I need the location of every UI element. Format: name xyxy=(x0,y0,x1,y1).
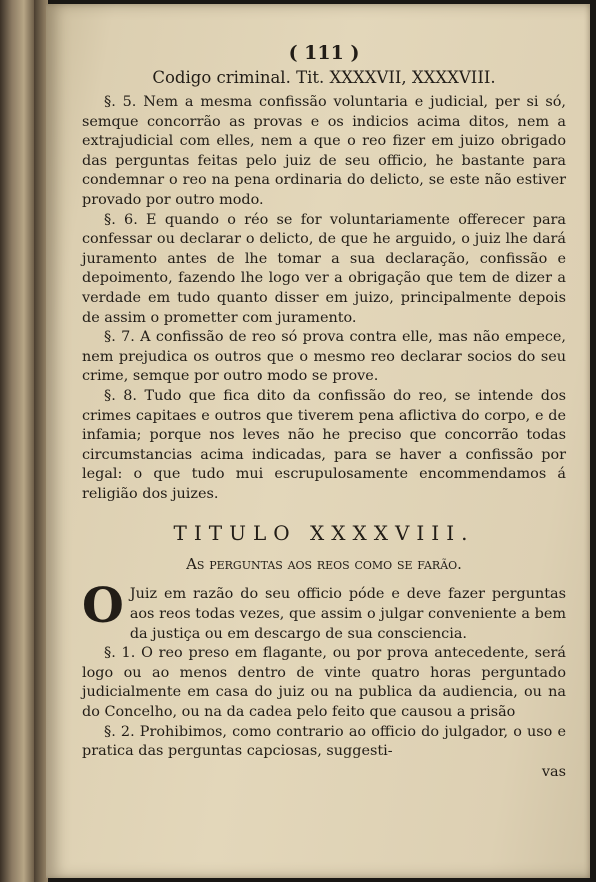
chapter-subtitle: As perguntas aos reos como se farão. xyxy=(186,555,462,574)
drop-cap: O xyxy=(82,578,124,635)
running-head: Codigo criminal. Tit. XXXXVII, XXXXVIII. xyxy=(152,68,496,87)
book-page xyxy=(46,4,590,878)
section-paragraph-6: §. 6. E quando o réo se for voluntariamente offerecer para confessar ou declarar o delicto, de que he arguido, o juiz lhe dará juramento antes de lhe tomar a sua declaração, confissão e depoimento, fazendo lhe logo ver a obrigação que tem de dizer a verdade em tudo quanto disser em juizo, principalmente depois de assim o prometter com juramento. xyxy=(82,211,566,326)
previous-page-edge xyxy=(0,0,34,882)
section-paragraph-8: §. 8. Tudo que fica dito da confissão do reo, se intende dos crimes capitaes e outros que tiverem pena aflictiva do corpo, e de infamia; porque nos leves não he preciso que concorrão todas circumstancias acima indicadas, para se haver a confissão por legal: o que tudo mui escrupulosamente encommendamos á religião dos juizes. xyxy=(82,387,566,502)
page-text-block xyxy=(82,42,566,782)
chapter-title: TITULO XXXXVIII. xyxy=(173,521,475,546)
section-paragraph-1: §. 1. O reo preso em flagante, ou por prova antecedente, será logo ou ao menos dentro de vinte quatro horas perguntado judicialmente em casa do juiz ou na publica da audiencia, ou na do Concelho, ou na da cadea pelo feito que causou a prisão xyxy=(82,645,566,721)
page-number: ( 111 ) xyxy=(288,42,360,64)
section-paragraph-5: §. 5. Nem a mesma confissão voluntaria e judicial, per si só, semque concorrão as provas e os indicios acima ditos, nem a extrajudicial com elles, nem a que o reo fizer em juizo obrigado das perguntas feitas pelo juiz de seu officio, he bastante para condemnar o reo na pena ordinaria do delicto, se este não estiver provado por outro modo. xyxy=(82,94,566,208)
section-paragraph-7: §. 7. A confissão de reo só prova contra elle, mas não empece, nem prejudica os outros que o mesmo reo declarar socios do seu crime, semque por outro modo se prove. xyxy=(82,329,566,385)
section-paragraph-2: §. 2. Prohibimos, como contrario ao officio do julgador, o uso e pratica das perguntas capciosas, suggesti- xyxy=(82,723,566,760)
opening-paragraph-text: Juiz em razão do seu officio póde e deve fazer perguntas aos reos todas vezes, que assim o julgar conveniente a bem da justiça ou em descargo de sua consciencia. xyxy=(129,586,566,642)
catchword: vas xyxy=(541,763,566,780)
opening-paragraph xyxy=(82,578,566,644)
